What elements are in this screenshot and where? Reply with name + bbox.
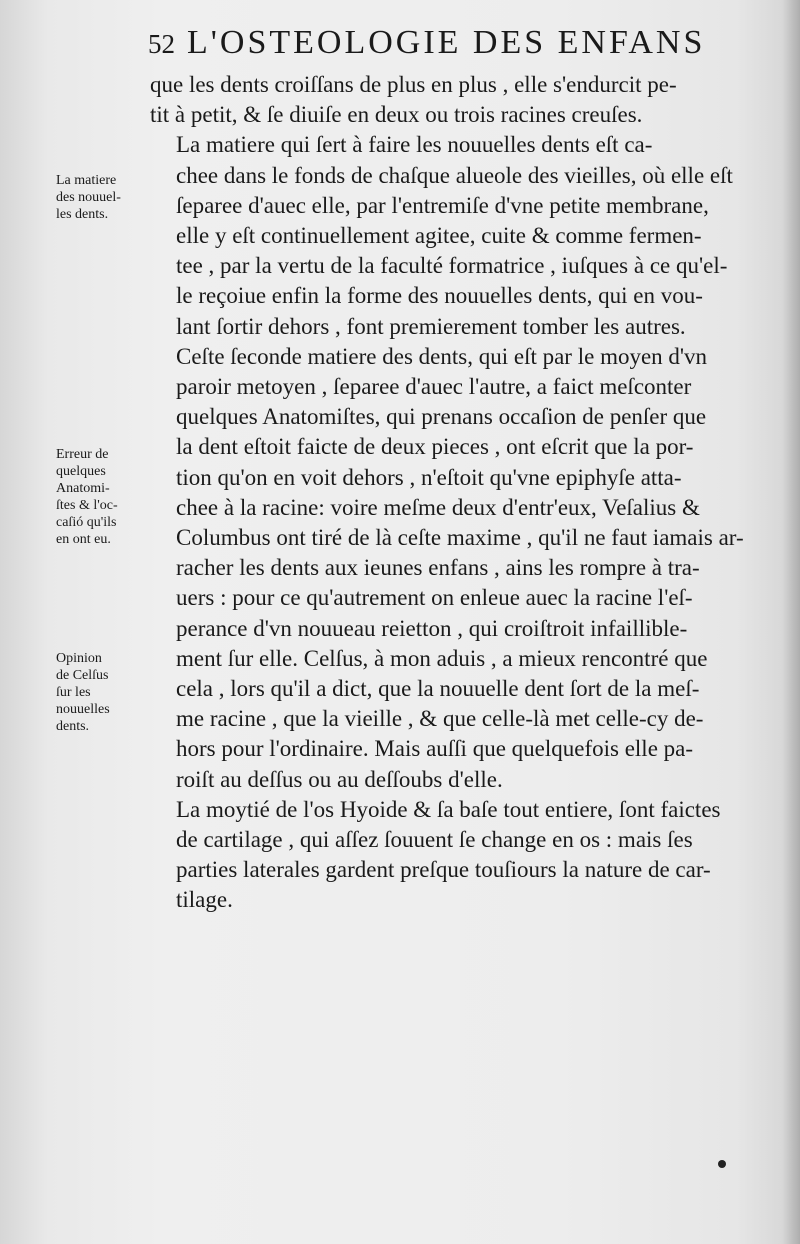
marginal-line: La matiere xyxy=(56,173,117,188)
text-line: tee , par la vertu de la faculté formatrice , iuſques à ce qu'el- xyxy=(176,253,728,279)
marginal-note xyxy=(56,172,148,223)
text-line: elle y eſt continuellement agitee, cuite & comme fermen- xyxy=(176,223,702,249)
marginal-note xyxy=(56,446,148,548)
running-title: L'OSTEOLOGIE DES ENFANS xyxy=(187,24,706,61)
marginal-line: dents. xyxy=(56,719,90,734)
text-line: tit à petit, & ſe diuiſe en deux ou trois racines creuſes. xyxy=(150,102,643,128)
text-line: parties laterales gardent preſque touſiours la nature de car- xyxy=(176,857,711,883)
paragraph xyxy=(150,130,766,794)
text-line: me racine , que la vieille , & que celle-là met celle-cy de- xyxy=(176,706,704,732)
marginal-line: caſió qu'ils xyxy=(56,515,117,530)
marginal-line: Opinion xyxy=(56,651,102,666)
text-line: roiſt au deſſus ou au deſſoubs d'elle. xyxy=(176,766,503,792)
text-line: tilage. xyxy=(176,887,233,913)
text-line: chee dans le fonds de chaſque alueole des vieilles, où elle eſt xyxy=(176,162,733,188)
marginal-line: Erreur de xyxy=(56,447,109,462)
text-line: paroir metoyen , ſeparee d'auec l'autre, a faict meſconter xyxy=(176,374,692,400)
text-line: racher les dents aux ieunes enfans , ains les rompre à tra- xyxy=(176,555,700,581)
marginal-line: nouuelles xyxy=(56,702,110,717)
text-line: chee à la racine: voire meſme deux d'entr'eux, Veſalius & xyxy=(176,494,700,520)
text-line: le reçoiue enfin la forme des nouuelles dents, qui en vou- xyxy=(176,283,703,309)
marginal-line: ſtes & l'oc- xyxy=(56,498,118,513)
paragraph xyxy=(150,795,766,916)
text-line: cela , lors qu'il a dict, que la nouuelle dent ſort de la meſ- xyxy=(176,676,700,702)
text-line: quelques Anatomiſtes, qui prenans occaſion de penſer que xyxy=(176,404,707,430)
marginal-line: Anatomi- xyxy=(56,481,110,496)
page-header xyxy=(148,24,788,74)
text-line: perance d'vn nouueau reietton , qui croiſtroit infaillible- xyxy=(176,615,688,641)
page-number: 52 xyxy=(148,29,175,59)
text-line: Columbus ont tiré de là ceſte maxime , qu'il ne faut iamais ar- xyxy=(176,525,744,551)
text-line: Ceſte ſeconde matiere des dents, qui eſt par le moyen d'vn xyxy=(176,343,708,369)
text-line: hors pour l'ordinaire. Mais auſſi que quelquefois elle pa- xyxy=(176,736,694,762)
text-line: tion qu'on en voit dehors , n'eſtoit qu'vne epiphyſe atta- xyxy=(176,464,682,490)
marginal-line: de Celſus xyxy=(56,668,109,683)
marginal-line: les dents. xyxy=(56,207,109,222)
text-line: La moytié de l'os Hyoide & ſa baſe tout entiere, ſont faictes xyxy=(176,796,721,822)
text-line: La matiere qui ſert à faire les nouuelles dents eſt ca- xyxy=(176,132,653,158)
marginal-line: en ont eu. xyxy=(56,532,111,547)
marginal-line: quelques xyxy=(56,464,106,479)
text-line: ment ſur elle. Celſus, à mon aduis , a mieux rencontré que xyxy=(176,645,708,671)
text-line: lant ſortir dehors , font premierement tomber les autres. xyxy=(176,313,686,339)
text-line: uers : pour ce qu'autrement on enleue auec la racine l'eſ- xyxy=(176,585,693,611)
ink-dot xyxy=(718,1160,726,1168)
paragraph xyxy=(150,70,766,130)
main-text xyxy=(150,70,766,916)
marginal-line: des nouuel- xyxy=(56,190,121,205)
text-line: ſeparee d'auec elle, par l'entremiſe d'vne petite membrane, xyxy=(176,192,709,218)
marginal-note xyxy=(56,650,148,735)
page-edge-shadow xyxy=(782,0,800,1244)
text-line: la dent eſtoit faicte de deux pieces , ont eſcrit que la por- xyxy=(176,434,694,460)
text-line: que les dents croiſſans de plus en plus , elle s'endurcit pe- xyxy=(150,72,677,97)
text-line: de cartilage , qui aſſez ſouuent ſe change en os : mais ſes xyxy=(176,827,693,853)
marginal-line: ſur les xyxy=(56,685,91,700)
